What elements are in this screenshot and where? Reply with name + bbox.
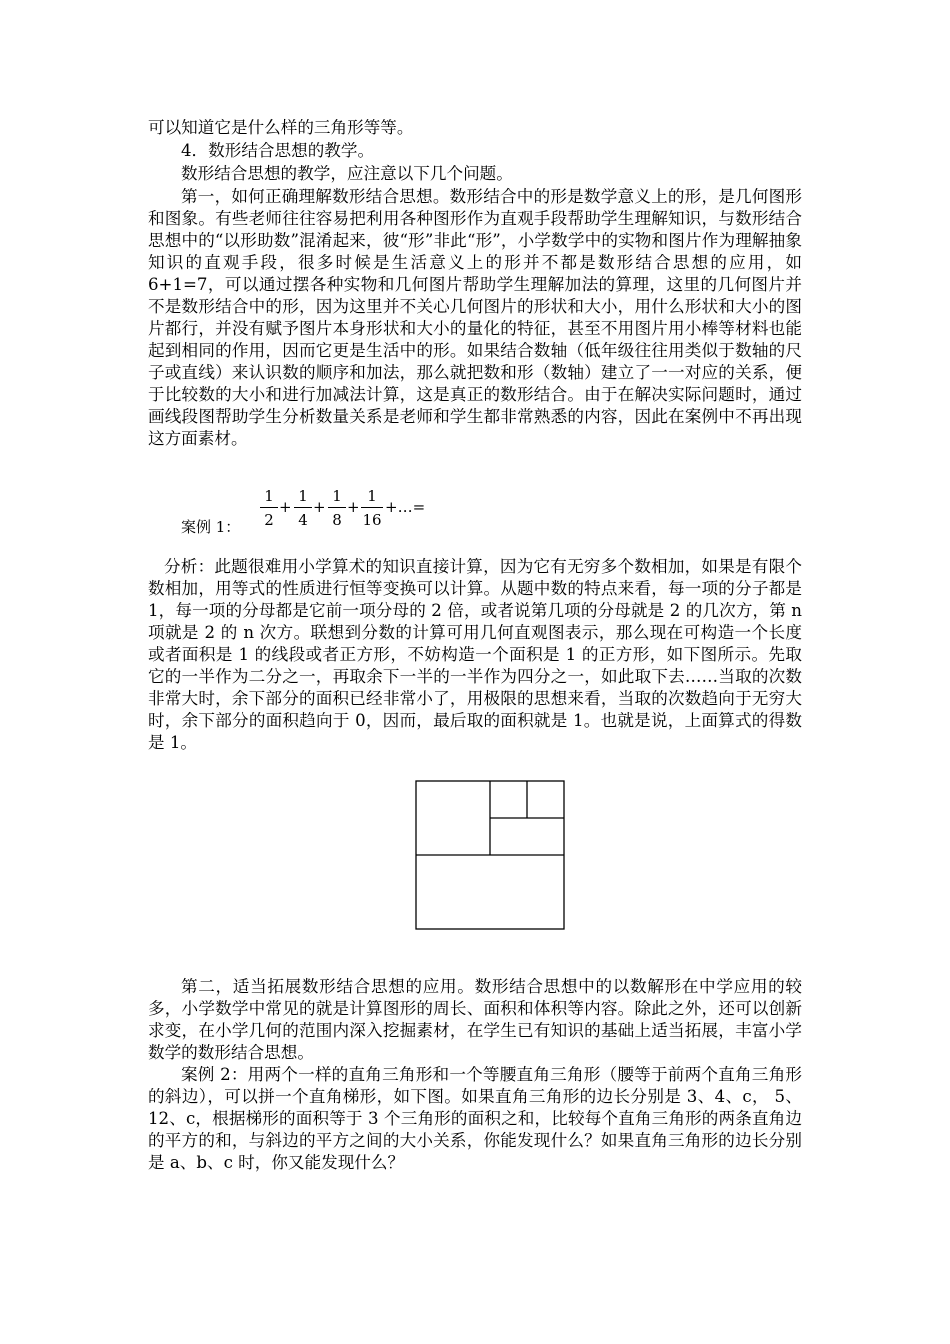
fraction-denominator: 16 [362, 511, 382, 529]
fraction-bar [361, 507, 383, 508]
fraction-bar [328, 507, 346, 508]
paragraph-first-text: 第一，如何正确理解数形结合思想。数形结合中的形是数学意义上的形，是几何图形和图象。有些老师往往容易把利用各种图形作为直观手段帮助学生理解知识，与数形结合思想中的“以形助数”混淆起来，彼“形”非此“形”，小学数学中的实物和图片作为理解抽象知识的直观手段，很多时候是生活意义上的形并不都是数形结合思想的应用，如 6+1=7，可以通过摆各种实物和几何图片帮助学生理解加法的算理，这里的几何图片并不是数形结合中的形，因为这里并不关心几何图片的形状和大小，用什么形状和大小的图片都行，并没有赋予图片本身形状和大小的量化的特征，甚至不用图片用小棒等材料也能起到相同的作用，因而它更是生活中的形。如果结合数轴（低年级往往用类似于数轴的尺子或直线）来认识数的顺序和加法，那么就把数和形（数轴）建立了一一对应的关系，便于比较数的大小和进行加减法计算，这是真正的数形结合。由于在解决实际问题时，通过画线段图帮助学生分析数量关系是老师和学生都非常熟悉的内容，因此在案例中不再出现这方面素材。 [148, 187, 802, 448]
fraction-bar [294, 507, 312, 508]
square-subdivision-figure [415, 780, 567, 932]
fraction-numerator: 1 [332, 487, 342, 505]
section-heading: 4．数形结合思想的教学。 [181, 141, 375, 160]
fraction-3 [328, 486, 346, 530]
paragraph-continuation: 可以知道它是什么样的三角形等等。 [148, 118, 414, 137]
fraction-numerator: 1 [367, 487, 377, 505]
fraction-denominator: 4 [298, 511, 308, 529]
fraction-denominator: 2 [264, 511, 274, 529]
fraction-denominator: 8 [332, 511, 342, 529]
case1-label: 案例 1： [181, 518, 241, 536]
intro-sentence: 数形结合思想的教学，应注意以下几个问题。 [181, 164, 513, 183]
paragraph-second-point [148, 976, 802, 1174]
plus-sign: + [347, 498, 360, 516]
fraction-2 [294, 486, 312, 530]
fraction-bar [260, 507, 278, 508]
plus-sign: + [279, 498, 292, 516]
case2-text: 案例 2：用两个一样的直角三角形和一个等腰直角三角形（腰等于前两个直角三角形的斜边），可以拼一个直角梯形，如下图。如果直角三角形的边长分别是 3、4、c， 5、12、c，根据梯形的面积等于 3 个三角形的面积之和，比较每个直角三角形的两条直角边的平方的和，与斜边的平方之间的大小关系，你能发现什么？如果直角三角形的边长分别是 a、b、c 时，你又能发现什么？ [148, 1065, 802, 1172]
fraction-numerator: 1 [298, 487, 308, 505]
formula-tail: +…= [385, 498, 426, 516]
fraction-4 [361, 486, 383, 530]
case1-formula [148, 486, 548, 544]
plus-sign: + [313, 498, 326, 516]
analysis-paragraph [148, 556, 802, 754]
analysis-text: 分析：此题很难用小学算术的知识直接计算，因为它有无穷多个数相加，如果是有限个数相加，用等式的性质进行恒等变换可以计算。从题中数的特点来看，每一项的分子都是 1，每一项的分母都是它前一项分母的 2 倍，或者说第几项的分母就是 2 的几次方，第 n 项就是 2 的 n 次方。联想到分数的计算可用几何直观图表示，那么现在可构造一个长度或者面积是 1 的线段或者正方形，不妨构造一个面积是 1 的正方形，如下图所示。先取它的一半作为二分之一，再取余下一半的一半作为四分之一，如此取下去……当取的次数非常大时，余下部分的面积已经非常小了，用极限的思想来看，当取的次数趋向于无穷大时，余下部分的面积趋向于 0，因而，最后取的面积就是 1。也就是说，上面算式的得数是 1。 [148, 557, 802, 752]
paragraph-second-text: 第二，适当拓展数形结合思想的应用。数形结合思想中的以数解形在中学应用的较多，小学数学中常见的就是计算图形的周长、面积和体积等内容。除此之外，还可以创新求变，在小学几何的范围内深入挖掘素材，在学生已有知识的基础上适当拓展，丰富小学数学的数形结合思想。 [148, 977, 802, 1062]
fraction-1 [260, 486, 278, 530]
fraction-numerator: 1 [264, 487, 274, 505]
paragraph-first-point [148, 186, 802, 450]
